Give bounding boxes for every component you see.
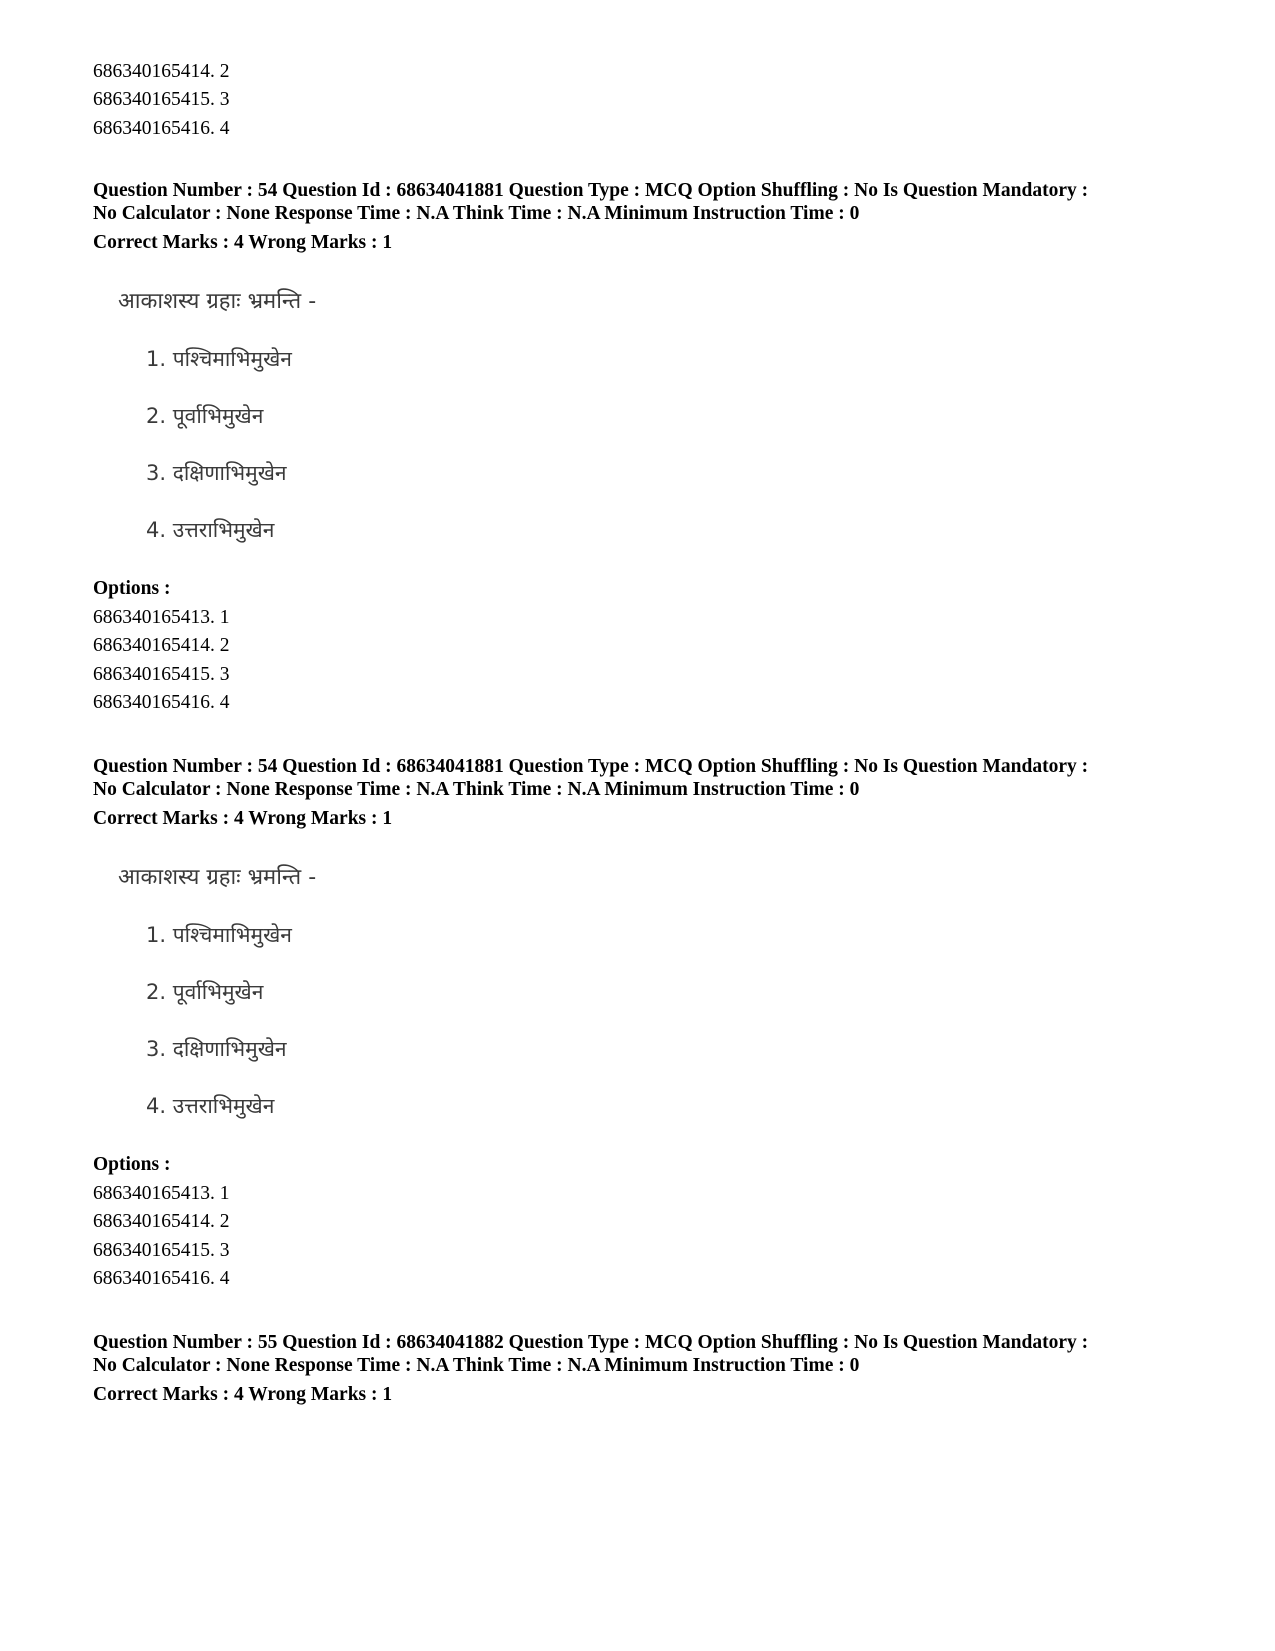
question-choice: 3. दक्षिणाभिमुखेन: [146, 461, 287, 485]
option-line: 686340165416. 4: [93, 118, 230, 139]
question-choice: 3. दक्षिणाभिमुखेन: [146, 1037, 287, 1061]
question-marks: Correct Marks : 4 Wrong Marks : 1: [93, 232, 393, 253]
question-marks: Correct Marks : 4 Wrong Marks : 1: [93, 808, 393, 829]
option-line: 686340165415. 3: [93, 89, 230, 110]
option-line: 686340165414. 2: [93, 1211, 230, 1232]
question-choice: 2. पूर्वाभिमुखेन: [146, 980, 264, 1004]
question-stem: आकाशस्य ग्रहाः भ्रमन्ति -: [118, 865, 317, 890]
question-choice: 4. उत्तराभिमुखेन: [146, 518, 275, 542]
question-marks: Correct Marks : 4 Wrong Marks : 1: [93, 1384, 393, 1405]
question-meta-line1: Question Number : 54 Question Id : 68634041881 Question Type : MCQ Option Shuffling : No Is Question Mandatory :: [93, 756, 1089, 777]
options-label: Options :: [93, 1154, 171, 1175]
question-meta-line2: No Calculator : None Response Time : N.A Think Time : N.A Minimum Instruction Time : 0: [93, 1355, 860, 1376]
question-choice: 4. उत्तराभिमुखेन: [146, 1094, 275, 1118]
question-choice: 1. पश्चिमाभिमुखेन: [146, 923, 292, 947]
option-line: 686340165415. 3: [93, 664, 230, 685]
question-choice: 1. पश्चिमाभिमुखेन: [146, 347, 292, 371]
option-line: 686340165413. 1: [93, 607, 230, 628]
question-meta-line1: Question Number : 54 Question Id : 68634041881 Question Type : MCQ Option Shuffling : No Is Question Mandatory :: [93, 180, 1089, 201]
option-line: 686340165416. 4: [93, 1268, 230, 1289]
option-line: 686340165415. 3: [93, 1240, 230, 1261]
question-choice: 2. पूर्वाभिमुखेन: [146, 404, 264, 428]
options-label: Options :: [93, 578, 171, 599]
question-meta-line2: No Calculator : None Response Time : N.A Think Time : N.A Minimum Instruction Time : 0: [93, 779, 860, 800]
option-line: 686340165413. 1: [93, 1183, 230, 1204]
question-meta-line2: No Calculator : None Response Time : N.A Think Time : N.A Minimum Instruction Time : 0: [93, 203, 860, 224]
option-line: 686340165414. 2: [93, 635, 230, 656]
question-meta-line1: Question Number : 55 Question Id : 68634041882 Question Type : MCQ Option Shuffling : No Is Question Mandatory :: [93, 1332, 1089, 1353]
question-stem: आकाशस्य ग्रहाः भ्रमन्ति -: [118, 289, 317, 314]
option-line: 686340165414. 2: [93, 61, 230, 82]
option-line: 686340165416. 4: [93, 692, 230, 713]
